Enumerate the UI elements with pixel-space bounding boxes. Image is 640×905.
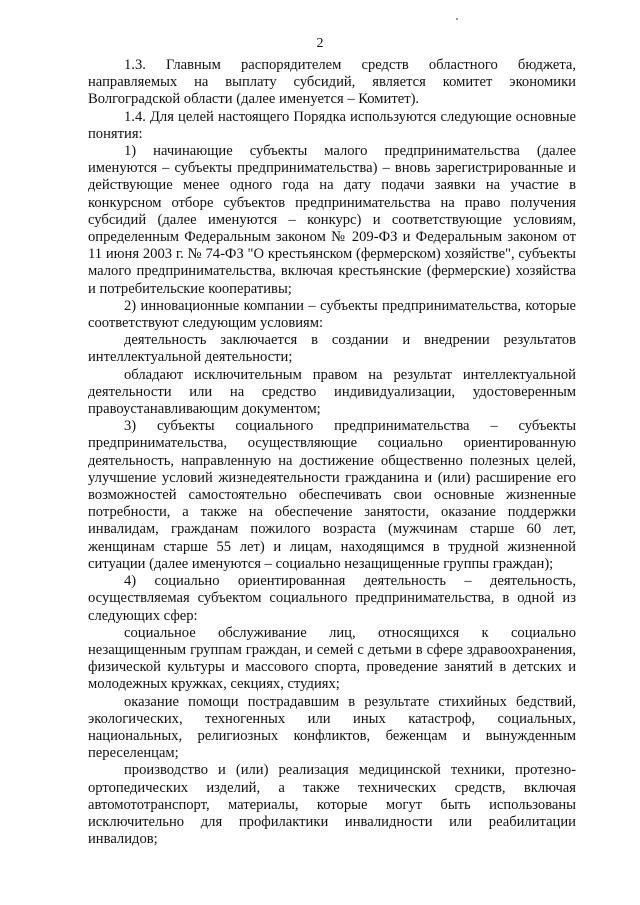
definition-4-socially-oriented-activity: 4) социально ориентированная деятельность – деятельность, осуществляемая субъектом социального предпринимательства, в одной из следующих сфер:	[88, 573, 576, 624]
page-number: 2	[316, 36, 324, 51]
sphere-medical-equipment: производство и (или) реализация медицинской техники, протезно-ортопедических изделий, а также технических средств, включая автомототранспорт, материалы, которые могут быть использованы исключительно для профилактики инвалидности или реабилитации инвалидов;	[88, 762, 576, 848]
scan-speck	[456, 18, 458, 20]
definition-1-start-ups: 1) начинающие субъекты малого предпринимательства (далее именуются – субъекты предпринимательства) – вновь зарегистрированные и действующие менее одного года на дату подачи заявки на участие в конкурсном отборе субъектов предпринимательства на право получения субсидий (далее именуются – конкурс) и соответствующие условиям, определенным Федеральным законом № 209-ФЗ и Федеральным законом от 11 июня 2003 г. № 74-ФЗ "О крестьянском (фермерском) хозяйстве", субъекты малого предпринимательства, включая крестьянские (фермерские) хозяйства и потребительские кооперативы;	[88, 143, 576, 297]
definition-3-social-entrepreneurship: 3) субъекты социального предпринимательства – субъекты предпринимательства, осуществляющие социально ориентированную деятельность, направленную на достижение общественно полезных целей, улучшение условий жизнедеятельности гражданина и (или) расширение его возможностей самостоятельно обеспечивать свои основные жизненные потребности, а также на обеспечение занятости, оказание поддержки инвалидам, гражданам пожилого возраста (мужчинам старше 60 лет, женщинам старше 55 лет) и лицам, находящимся в трудной жизненной ситуации (далее именуются – социально незащищенные группы граждан);	[88, 418, 576, 572]
innovation-condition-2: обладают исключительным правом на результат интеллектуальной деятельности или на средство индивидуализации, удостоверенным правоустанавливающим документом;	[88, 366, 576, 418]
clause-1-3: 1.3. Главным распорядителем средств областного бюджета, направляемых на выплату субсидий, является комитет экономики Волгоградской области (далее именуется – Комитет).	[88, 57, 576, 108]
clause-1-4: 1.4. Для целей настоящего Порядка используются следующие основные понятия:	[88, 108, 576, 142]
sphere-social-services: социальное обслуживание лиц, относящихся к социально незащищенным группам граждан, и семей с детьми в сфере здравоохранения, физической культуры и массового спорта, проведение занятий в детских и молодежных кружках, секциях, студиях;	[88, 624, 576, 693]
innovation-condition-1: деятельность заключается в создании и внедрении результатов интеллектуальной деятельности;	[88, 332, 576, 366]
definition-2-innovative-companies: 2) инновационные компании – субъекты предпринимательства, которые соответствуют следующим условиям:	[88, 297, 576, 332]
document-body	[88, 57, 576, 848]
sphere-disaster-assistance: оказание помощи пострадавшим в результате стихийных бедствий, экологических, техногенных или иных катастроф, социальных, национальных, религиозных конфликтов, беженцам и вынужденным переселенцам;	[88, 693, 576, 762]
